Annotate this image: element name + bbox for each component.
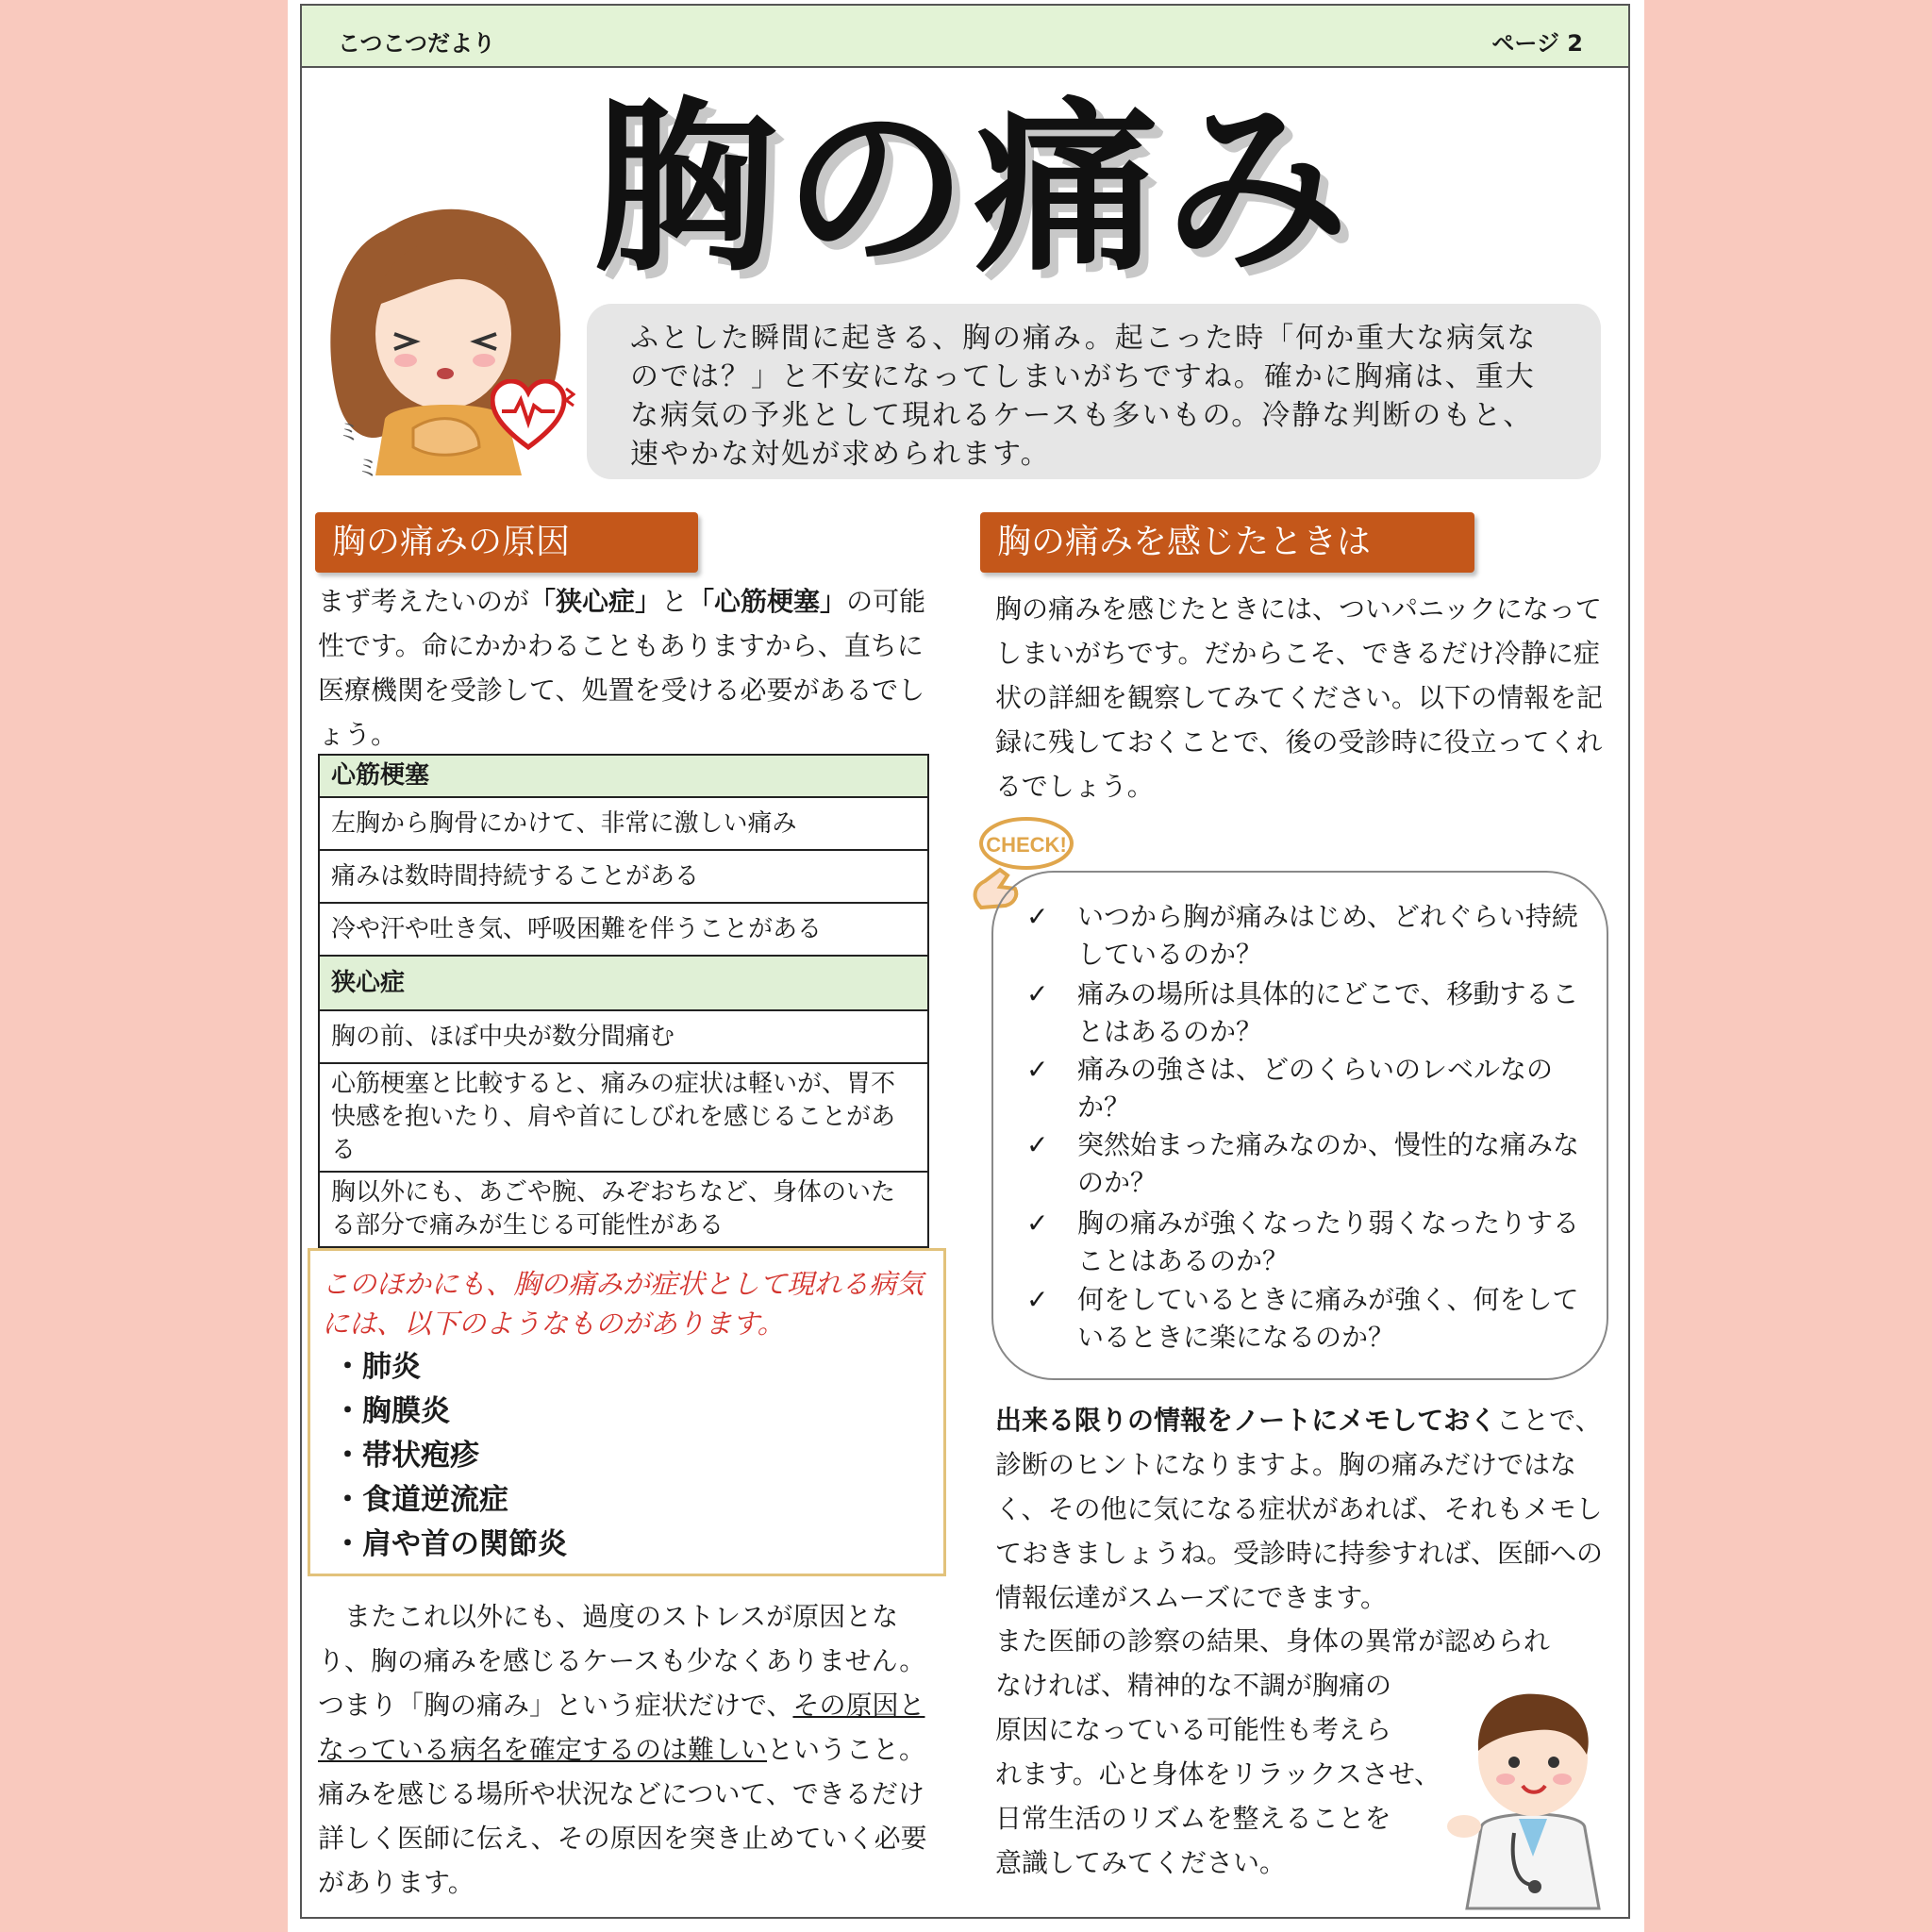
section-heading-when-pain: 胸の痛みを感じたときは (980, 512, 1474, 573)
underlined-text: その原因となっている病名を確定するのは難しい (318, 1690, 925, 1765)
section-heading-causes: 胸の痛みの原因 (315, 512, 698, 573)
list-item: ・肺炎 (333, 1350, 421, 1384)
table-row: 胸以外にも、あごや腕、みぞおちなど、身体のいたる部分で痛みが生じる可能性がある (319, 1172, 928, 1247)
checkmark-icon: ✓ (1026, 1054, 1049, 1085)
page-title: 胸の痛み (592, 82, 1356, 297)
table-header-angina: 狭心症 (319, 956, 928, 1010)
intro-text: ふとした瞬間に起きる、胸の痛み。起こった時「何か重大な病気なのでは？」と不安になってしまいがちですね。確かに胸痛は、重大な病気の予兆として現れるケースも多いもの。冷静な判断のもと、速やかな対処が求められます。 (587, 304, 1601, 479)
checkmark-icon: ✓ (1026, 901, 1049, 932)
list-item: ・食道逆流症 (333, 1483, 508, 1517)
checkmark-icon: ✓ (1026, 1208, 1049, 1239)
table-row: 痛みは数時間持続することがある (319, 850, 928, 903)
doctor-illustration (1443, 1668, 1623, 1913)
checkmark-icon: ✓ (1026, 1129, 1049, 1160)
mental-paragraph: また医師の診察の結果、身体の異常が認められ なければ、精神的な不調が胸痛の 原因になっている可能性も考えら れます。心と身体をリラックスさせ、 日常生活のリズムを整えることを 意識してみてください。 (995, 1625, 1551, 1878)
mi-term: 「心筋梗塞」 (688, 586, 847, 617)
other-diseases-lead: このほかにも、胸の痛みが症状として現れる病気には、以下のようなものがあります。 (322, 1268, 924, 1340)
memo-paragraph: 出来る限りの情報をノートにメモしておくことで、診断のヒントになりますよ。胸の痛みだけではなく、その他に気になる症状があれば、それもメモしておきましょうね。受診時に持参すれば、医師への情報伝達がスムーズにできます。 (995, 1405, 1604, 1613)
page-number: ページ 2 (1491, 30, 1583, 57)
other-diseases-box (308, 1248, 946, 1576)
table-row: 冷や汗や吐き気、呼吸困難を伴うことがある (319, 903, 928, 956)
angina-term: 「狭心症」 (529, 586, 662, 617)
table-row: 胸の前、ほぼ中央が数分間痛む (319, 1010, 928, 1063)
table-row: 心筋梗塞と比較すると、痛みの症状は軽いが、胃不快感を抱いたり、肩や首にしびれを感じることがある (319, 1063, 928, 1172)
memo-emphasis: 出来る限りの情報をノートにメモしておく (995, 1405, 1497, 1436)
list-item: ・胸膜炎 (333, 1394, 450, 1428)
stress-paragraph: またこれ以外にも、過度のストレスが原因となり、胸の痛みを感じるケースも少なくありません。つまり「胸の痛み」という症状だけで、その原因となっている病名を確定するのは難しいということ。痛みを感じる場所や状況などについて、できるだけ詳しく医師に伝え、その原因を突き止めていく必要があります。 (318, 1601, 927, 1898)
causes-paragraph: まず考えたいのが「狭心症」と「心筋梗塞」の可能性です。命にかかわることもありますから、直ちに医療機関を受診して、処置を受ける必要があるでしょう。 (318, 586, 926, 750)
svg-text:ミ: ミ (338, 419, 360, 445)
table-header-mi: 心筋梗塞 (319, 755, 928, 797)
checkmark-icon: ✓ (1026, 978, 1049, 1009)
when-pain-paragraph: 胸の痛みを感じたときには、ついパニックになってしまいがちです。だからこそ、できるだけ冷静に症状の詳細を観察してみてください。以下の情報を記録に残しておくことで、後の受診時に役立ってくれるでしょう。 (995, 593, 1604, 802)
table-row: 左胸から胸骨にかけて、非常に激しい痛み (319, 797, 928, 850)
heart-icon (491, 379, 575, 455)
newsletter-name: こつこつだより (338, 30, 496, 57)
check-badge-label: CHECK! (986, 833, 1067, 857)
list-item: ・肩や首の関節炎 (333, 1527, 567, 1561)
symptom-table (318, 754, 929, 1248)
checkmark-icon: ✓ (1026, 1284, 1049, 1315)
other-diseases-list (333, 1345, 567, 1567)
svg-text:ミ: ミ (357, 455, 379, 481)
newsletter-header (300, 4, 1630, 68)
list-item: ・帯状疱疹 (333, 1439, 479, 1473)
